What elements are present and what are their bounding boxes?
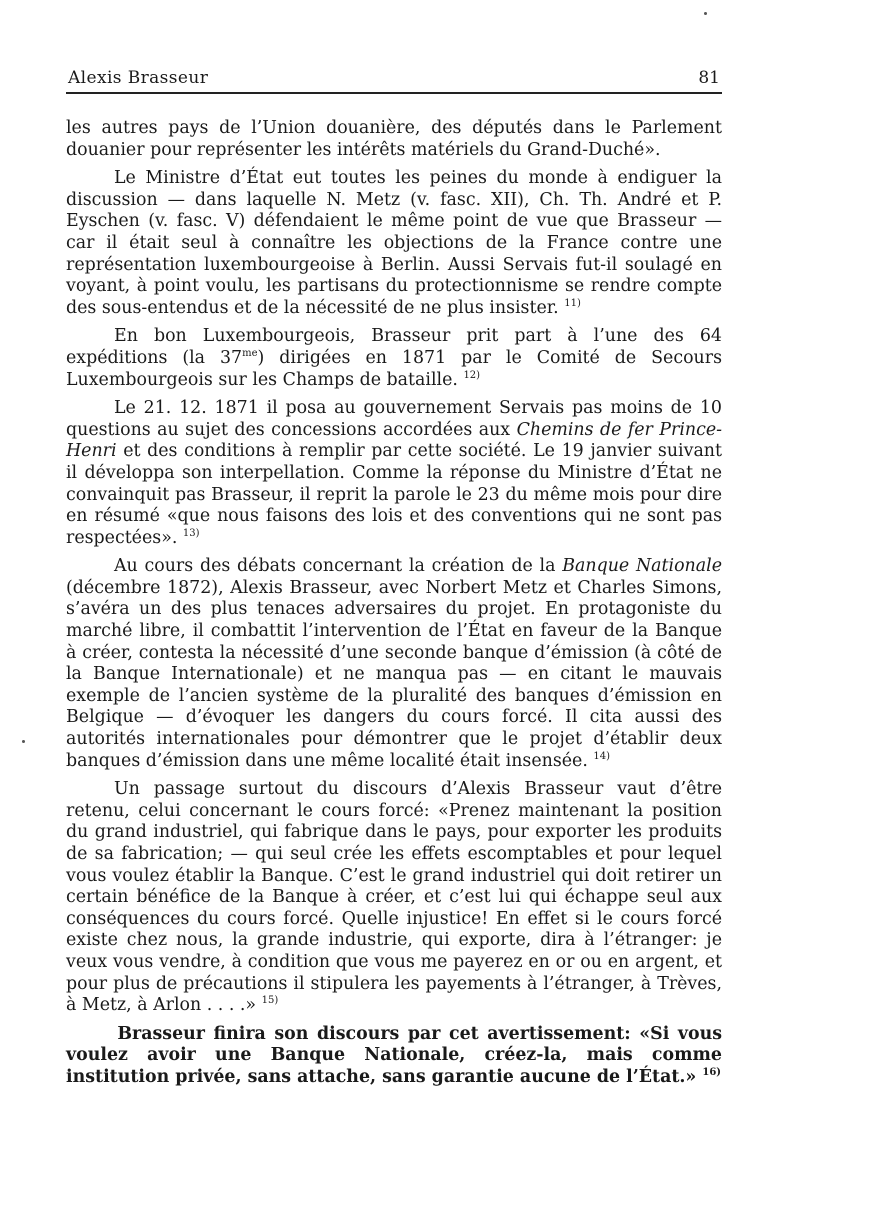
page-number: 81	[698, 68, 720, 88]
italic-term: Chemins de fer Prince-Henri	[66, 419, 722, 462]
footnote-ref: 16)	[702, 1067, 722, 1079]
paragraph-1: les autres pays de l’Union douanière, des députés dans le Parlement douanier pour représenter les intérêts matériels du Grand-Duché».	[66, 118, 722, 160]
paragraph-7: Brasseur finira son discours par cet avertissement: «Si vous voulez avoir une Banque Nationale, créez-la, mais comme institution privée, sans attache, sans garantie aucune de l’État.» $^{16)}$	[66, 1023, 723, 1087]
footnote-ref: 11)	[564, 297, 581, 309]
paragraph-6: Un passage surtout du discours d’Alexis Brasseur vaut d’être retenu, celui concernant le cours forcé: «Prenez maintenant la position du grand industriel, qui fabrique dans le pays, pour exporter les produits de sa fabrication; — qui seul crée les effets escomptables et pour lequel vous voulez établir la Banque. C’est le grand industriel qui doit retirer un certain bénéfice de la Banque à créer, et c’est lui qui échappe seul aux conséquences du cours forcé. Quelle injustice! En effet si le cours forcé existe chez nous, la grande industrie, qui exporte, dira à l’étranger: je veux vous vendre, à condition que vous me payerez en or ou en argent, et pour plus de précautions il stipulera les payements à l’étranger, à Trèves, à Metz, à Arlon . . . .» $^{15)}$	[66, 779, 722, 1016]
paragraph-3: En bon Luxembourgeois, Brasseur prit part à l’une des 64 expéditions (la $37^{me}$) dirigées en 1871 par le Comité de Secours Luxembourgeois sur les Champs de bataille. $^{12)}$	[66, 326, 722, 390]
running-title: Alexis Brasseur	[68, 68, 209, 88]
ordinal-suffix: me	[242, 348, 258, 360]
paragraph-2: Le Ministre d’État eut toutes les peines du monde à endiguer la discussion — dans laquelle N. Metz (v. fasc. XII), Ch. Th. André et P. Eyschen (v. fasc. V) défendaient le même point de vue que Brasseur — car il était seul à connaître les objections de la France contre une représentation luxembourgeoise à Berlin. Aussi Servais fut-il soulagé en voyant, à point voulu, les partisans du protectionnisme se rendre compte des sous-entendus et de la nécessité de ne plus insister. $^{11)}$	[66, 168, 722, 318]
running-header	[66, 66, 722, 94]
scan-speck	[704, 12, 707, 15]
body-text	[66, 118, 722, 1096]
paragraph-5: Au cours des débats concernant la création de la Banque Nationale (décembre 1872), Alexis Brasseur, avec Norbert Metz et Charles Simons, s’avéra un des plus tenaces adversaires du projet. En protagoniste du marché libre, il combattit l’intervention de l’État en faveur de la Banque à créer, contesta la nécessité d’une seconde banque d’émission (à côté de la Banque Internationale) et ne manqua pas — en citant le mauvais exemple de l’ancien système de la pluralité des banques d’émission en Belgique — d’évoquer les dangers du cours forcé. Il cita aussi des autorités internationales pour démontrer que le projet d’établir deux banques d’émission dans une même localité était insensée. $^{14)}$	[66, 556, 722, 771]
footnote-ref: 14)	[593, 750, 611, 762]
scan-speck	[22, 740, 25, 743]
footnote-ref: 12)	[463, 369, 481, 381]
italic-term: Banque Nationale	[562, 556, 722, 577]
footnote-ref: 15)	[261, 995, 279, 1007]
paragraph-4: Le 21. 12. 1871 il posa au gouvernement Servais pas moins de 10 questions au sujet des concessions accordées aux Chemins de fer Prince-Henri et des conditions à remplir par cette société. Le 19 janvier suivant il développa son interpellation. Comme la réponse du Ministre d’État ne convainquit pas Brasseur, il reprit la parole le 23 du même mois pour dire en résumé «que nous faisons des lois et des conventions qui ne sont pas respectées». $^{13)}$	[66, 398, 722, 548]
footnote-ref: 13)	[182, 527, 200, 539]
